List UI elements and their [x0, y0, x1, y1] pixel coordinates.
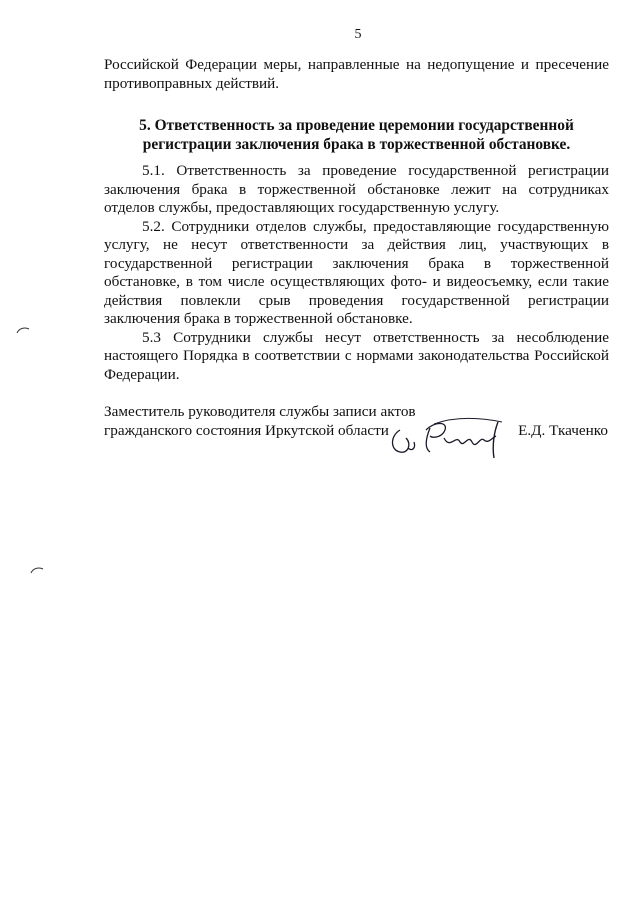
section-heading: 5. Ответственность за проведение церемонии государственной регистрации заключения брака в торжественной обстановке. [139, 117, 574, 153]
margin-hole-mark [30, 566, 44, 574]
paragraph-5-2: 5.2. Сотрудники отделов службы, предоставляющие государственную услугу, не несут ответственности за действия лиц, участвующих в государственной регистрации заключения брака в торжественной обстановке, в том числе осуществляющих фото- и видеосъемку, если такие действия повлекли срыв проведения государственной регистрации заключения брака в торжественной обстановке. [104, 217, 609, 327]
signature-block [104, 402, 614, 440]
signatory-name: Е.Д. Ткаченко [518, 422, 608, 439]
signatory-title-line-2: гражданского состояния Иркутской области [104, 422, 389, 439]
signatory-title-line-1: Заместитель руководителя службы записи актов [104, 403, 416, 420]
paragraph-5-1: 5.1. Ответственность за проведение государственной регистрации заключения брака в торжественной обстановке лежит на сотрудниках отделов службы, предоставляющих государственную услугу. [104, 162, 609, 216]
section-body [104, 162, 609, 384]
intro-text: Российской Федерации меры, направленные на недопущение и пресечение противоправных действий. [104, 56, 609, 92]
handwritten-signature [386, 408, 516, 460]
paragraph-5-3: 5.3 Сотрудники службы несут ответственность за несоблюдение настоящего Порядка в соответствии с нормами законодательства Российской Федерации. [104, 328, 609, 383]
margin-hole-mark [16, 326, 30, 334]
page-number: 5 [354, 27, 362, 42]
